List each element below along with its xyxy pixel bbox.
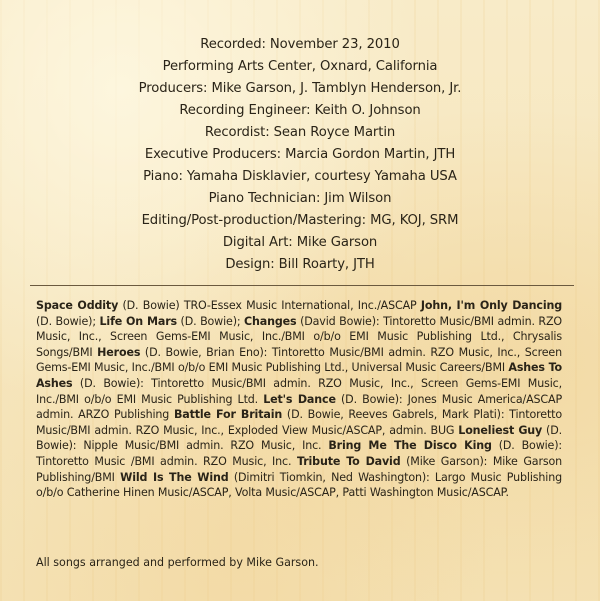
production-credits	[0, 34, 600, 276]
song-publishing-info: (David Bowie): Tintoretto Music/BMI admin. RZO Music, Inc., Screen Gems-EMI Music, Inc./BMI o/b/o EMI Music Publishing Ltd., Chrysalis Songs/BMI	[36, 314, 562, 359]
credit-line: Editing/Post-production/Mastering: MG, KOJ, SRM	[141, 213, 459, 228]
song-publishing-info: (D. Bowie): Nipple Music/BMI admin. RZO Music, Inc.	[36, 423, 563, 453]
song-publishing-info: (D. Bowie): Tintoretto Music /BMI admin. RZO Music, Inc.	[36, 439, 562, 468]
song-publishing-info: (D. Bowie) TRO-Essex Music International, Inc./ASCAP	[118, 299, 421, 312]
credit-line: Recording Engineer: Keith O. Johnson	[179, 103, 421, 118]
arrangement-note: All songs arranged and performed by Mike Garson.	[36, 556, 319, 569]
song-publishing-info: (D. Bowie);	[36, 314, 100, 328]
song-publishing-info: (D. Bowie): Tintoretto Music/BMI admin. RZO Music, Inc., Screen Gems-EMI Music, Inc./BMI o/b/o EMI Music Publishing Ltd.	[36, 376, 562, 406]
credit-line: Executive Producers: Marcia Gordon Martin, JTH	[144, 147, 456, 162]
song-publishing-info: (D. Bowie);	[176, 314, 245, 328]
song-publishing-info: (D. Bowie, Brian Eno): Tintoretto Music/BMI admin. RZO Music, Inc., Screen Gems-EMI Music, Inc./BMI o/b/o EMI Music Publishing Ltd., Universal Music Careers/BMI	[36, 345, 562, 375]
credit-line: Performing Arts Center, Oxnard, California	[162, 59, 438, 74]
credit-line: Digital Art: Mike Garson	[222, 235, 378, 250]
credit-line: Design: Bill Roarty, JTH	[225, 257, 375, 272]
song-publishing-info: (Dimitri Tiomkin, Ned Washington): Largo Music Publishing o/b/o Catherine Hinen Music/ASCAP, Volta Music/ASCAP, Patti Washington Music/ASCAP.	[36, 470, 562, 500]
song-title: Life On Mars	[99, 314, 177, 328]
song-title: Let's Dance	[263, 392, 336, 406]
song-publishing-info: (D. Bowie): Jones Music America/ASCAP admin. ARZO Publishing	[36, 392, 562, 422]
credit-line: Recordist: Sean Royce Martin	[204, 125, 396, 140]
publishing-credits	[36, 298, 562, 501]
section-divider	[30, 285, 574, 286]
song-title: John, I'm Only Dancing	[420, 299, 563, 312]
credit-line: Piano Technician: Jim Wilson	[208, 191, 392, 206]
song-title: Changes	[244, 314, 297, 328]
song-title: Loneliest Guy	[458, 423, 543, 437]
song-title: Battle For Britain	[173, 408, 283, 422]
song-title: Space Oddity	[36, 299, 119, 312]
song-publishing-info: (Mike Garson): Mike Garson Publishing/BMI	[36, 454, 562, 484]
credit-line: Recorded: November 23, 2010	[200, 37, 400, 52]
song-publishing-info: (D. Bowie, Reeves Gabrels, Mark Plati): Tintoretto Music/BMI admin. RZO Music, Inc., Exploded View Music/ASCAP, admin. BUG	[36, 408, 562, 437]
song-title: Tribute To David	[297, 454, 401, 468]
song-title: Wild Is The Wind	[120, 470, 229, 484]
credit-line: Piano: Yamaha Disklavier, courtesy Yamaha USA	[143, 169, 457, 184]
song-title: Ashes To Ashes	[36, 361, 562, 390]
song-title: Bring Me The Disco King	[328, 439, 492, 453]
credit-line: Producers: Mike Garson, J. Tamblyn Henderson, Jr.	[138, 81, 462, 96]
song-title: Heroes	[97, 345, 141, 359]
